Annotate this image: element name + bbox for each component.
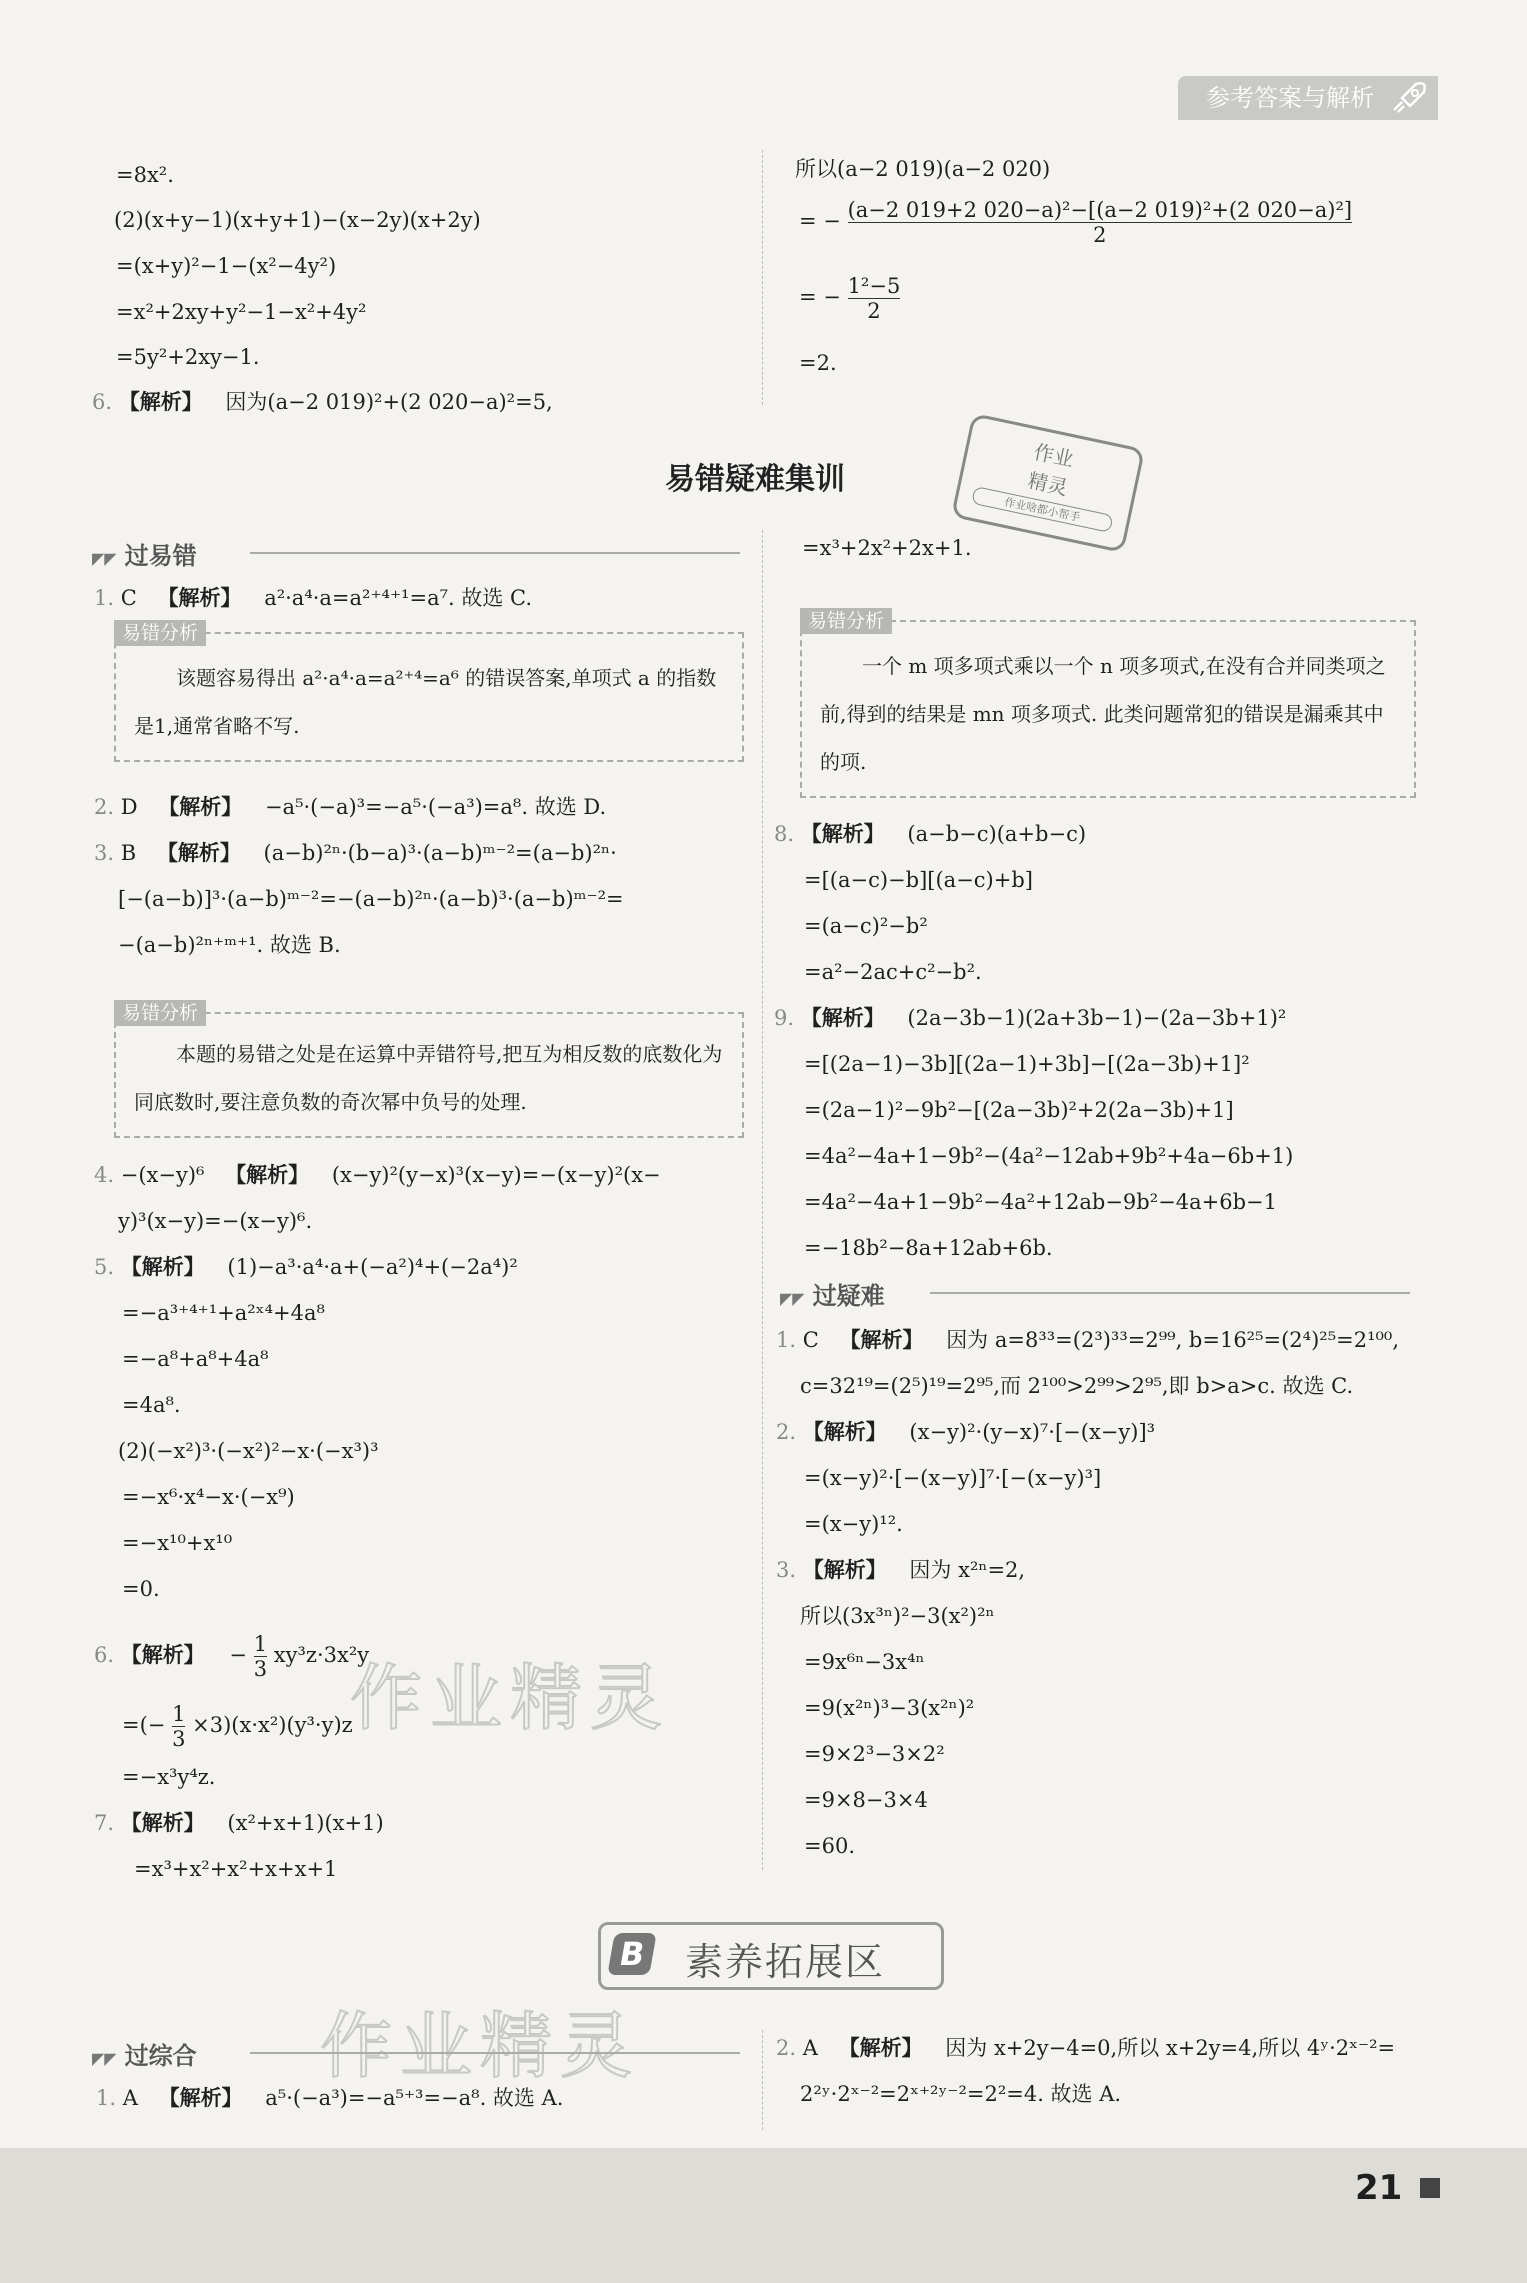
math-line: =4a²−4a+1−9b²−(4a²−12ab+9b²+4a−6b+1) — [804, 1144, 1294, 1168]
q3-line: 3. B 【解析】 (a−b)²ⁿ·(b−a)³·(a−b)ᵐ⁻²=(a−b)²ⁿ· — [94, 841, 617, 865]
math-line: c=32¹⁹=(2⁵)¹⁹=2⁹⁵,而 2¹⁰⁰>2⁹⁹>2⁹⁵,即 b>a>c. 故选 C. — [800, 1374, 1354, 1398]
box-tag: 易错分析 — [800, 608, 892, 634]
math-line: −(a−b)²ⁿ⁺ᵐ⁺¹. 故选 B. — [118, 933, 341, 957]
math-line: =4a²−4a+1−9b²−4a²+12ab−9b²−4a+6b−1 — [804, 1190, 1277, 1214]
math-line: =x³+2x²+2x+1. — [802, 536, 972, 560]
bottom-q2-line: 2. A 【解析】 因为 x+2y−4=0,所以 x+2y=4,所以 4ʸ·2ˣ⁻²= — [776, 2036, 1396, 2060]
math-line: (2)(−x²)³·(−x²)²−x·(−x³)³ — [118, 1439, 379, 1463]
math-line: y)³(x−y)=−(x−y)⁶. — [118, 1209, 313, 1233]
stamp-line: 精灵 — [1025, 468, 1070, 500]
math-line: =[(a−c)−b][(a−c)+b] — [804, 868, 1033, 892]
fraction: $\frac{\text{(a−2 019+2 020−a)²−[(a−2 019)²+(2 020−a)²]}}{2}$ — [847, 198, 1353, 247]
h3-line: 3. 【解析】 因为 x²ⁿ=2, — [776, 1558, 1026, 1582]
subhead-guo-yi-nan: ◤◤ 过疑难 — [780, 1282, 885, 1310]
page-footer — [0, 2148, 1527, 2283]
page-marker-square — [1420, 2178, 1440, 2198]
math-line: =x³+x²+x²+x+x+1 — [134, 1857, 338, 1881]
box-tag: 易错分析 — [114, 1000, 206, 1026]
math-line: =9×2³−3×2² — [804, 1742, 945, 1766]
math-line: =8x². — [116, 163, 174, 187]
header-tab-label: 参考答案与解析 — [1206, 84, 1374, 112]
bottom-q1-line: 1. A 【解析】 a⁵·(−a³)=−a⁵⁺³=−a⁸. 故选 A. — [96, 2086, 564, 2110]
math-line: =[(2a−1)−3b][(2a−1)+3b]−[(2a−3b)+1]² — [804, 1052, 1250, 1076]
column-divider-mid — [762, 530, 763, 1870]
fraction: $\frac{1}{3}$ — [253, 1632, 268, 1681]
error-analysis-box-3 — [800, 610, 1416, 798]
box-text: 一个 m 项多项式乘以一个 n 项多项式,在没有合并同类项之前,得到的结果是 mn 项多项式. 此类问题常犯的错误是漏乘其中的项. — [820, 654, 1386, 774]
math-line: =2. — [799, 351, 837, 375]
math-line: =−18b²−8a+12ab+6b. — [804, 1236, 1053, 1260]
subhead-guo-yi-cuo: ◤◤ 过易错 — [92, 542, 197, 570]
section-title: 易错疑难集训 — [665, 462, 845, 497]
math-line: =0. — [122, 1577, 160, 1601]
fraction-line-1: = − $\frac{\text{(a−2 019+2 020−a)²−[(a−2 019)²+(2 020−a)²]}}{2}$ — [799, 198, 1353, 247]
fraction: $\frac{\text{1²−5}}{2}$ — [847, 274, 901, 323]
section-banner — [598, 1922, 944, 1990]
math-line: =(x−y)²·[−(x−y)]⁷·[−(x−y)³] — [804, 1466, 1102, 1490]
subhead-guo-zong-he: ◤◤ 过综合 — [92, 2042, 197, 2070]
math-line: =9×8−3×4 — [804, 1788, 928, 1812]
q2-line: 2. D 【解析】 −a⁵·(−a)³=−a⁵·(−a³)=a⁸. 故选 D. — [94, 795, 607, 819]
subhead-rule — [930, 1292, 1410, 1294]
math-line: =9(x²ⁿ)³−3(x²ⁿ)² — [804, 1696, 975, 1720]
q9-line: 9. 【解析】 (2a−3b−1)(2a+3b−1)−(2a−3b+1)² — [774, 1006, 1287, 1030]
math-line: 2²ʸ·2ˣ⁻²=2ˣ⁺²ʸ⁻²=2²=4. 故选 A. — [800, 2082, 1122, 2106]
math-line: =(x−y)¹². — [804, 1512, 903, 1536]
h1-line: 1. C 【解析】 因为 a=8³³=(2³)³³=2⁹⁹, b=16²⁵=(2⁴)²⁵=2¹⁰⁰, — [776, 1328, 1399, 1352]
box-text: 该题容易得出 a²·a⁴·a=a²⁺⁴=a⁶ 的错误答案,单项式 a 的指数是1,通常省略不写. — [134, 666, 717, 738]
stamp-line: 作业 — [1031, 439, 1076, 472]
q6-line-2: =(− $\frac{1}{3}$ ×3)(x·x²)(y³·y)z — [122, 1702, 353, 1751]
q4-line: 4. −(x−y)⁶ 【解析】 (x−y)²(y−x)³(x−y)=−(x−y)²(x− — [94, 1163, 661, 1187]
rocket-icon — [1388, 80, 1428, 116]
math-line: =−x³y⁴z. — [122, 1765, 216, 1789]
math-line: =(x+y)²−1−(x²−4y²) — [116, 254, 337, 278]
subhead-rule — [250, 2052, 740, 2054]
watermark: 作业精灵 — [350, 1656, 671, 1740]
subhead-rule — [250, 552, 740, 554]
math-line: (2)(x+y−1)(x+y+1)−(x−2y)(x+2y) — [114, 208, 481, 232]
analysis-tag: 【解析】 — [118, 390, 203, 414]
math-line: =−x¹⁰+x¹⁰ — [122, 1531, 233, 1555]
q6-line: 6. 【解析】 − $\frac{1}{3}$ xy³z·3x²y — [94, 1632, 370, 1681]
error-analysis-box-2 — [114, 1002, 744, 1138]
section-badge: B — [607, 1933, 656, 1975]
math-line: =−x⁶·x⁴−x·(−x⁹) — [122, 1485, 295, 1509]
box-text: 本题的易错之处是在运算中弄错符号,把互为相反数的底数化为同底数时,要注意负数的奇次幂中负号的处理. — [134, 1042, 723, 1114]
math-line: =(a−c)²−b² — [804, 914, 928, 938]
column-divider-top — [762, 150, 763, 405]
math-line: =−a⁸+a⁸+4a⁸ — [122, 1347, 269, 1371]
q5-line: 5. 【解析】 (1)−a³·a⁴·a+(−a²)⁴+(−2a⁴)² — [94, 1255, 518, 1279]
q7-line: 7. 【解析】 (x²+x+1)(x+1) — [94, 1811, 384, 1835]
section-banner-title: 素养拓展区 — [685, 1940, 886, 1984]
error-analysis-box-1 — [114, 622, 744, 762]
stamp-line: 作业啥都小帮手 — [971, 486, 1114, 533]
math-line: =60. — [804, 1834, 855, 1858]
math-line: =x²+2xy+y²−1−x²+4y² — [116, 300, 367, 324]
fraction-line-2: = − $\frac{\text{1²−5}}{2}$ — [799, 274, 901, 323]
math-line: [−(a−b)]³·(a−b)ᵐ⁻²=−(a−b)²ⁿ·(a−b)³·(a−b)ᵐ⁻²= — [118, 887, 624, 911]
answer-text: 因为(a−2 019)²+(2 020−a)²=5, — [225, 390, 553, 414]
box-tag: 易错分析 — [114, 620, 206, 646]
math-line: =9x⁶ⁿ−3x⁴ⁿ — [804, 1650, 925, 1674]
fraction: $\frac{1}{3}$ — [172, 1702, 186, 1751]
stamp-logo — [951, 413, 1145, 553]
math-line: =5y²+2xy−1. — [116, 345, 260, 369]
q1-line: 1. C 【解析】 a²·a⁴·a=a²⁺⁴⁺¹=a⁷. 故选 C. — [94, 586, 533, 610]
h2-line: 2. 【解析】 (x−y)²·(y−x)⁷·[−(x−y)]³ — [776, 1420, 1156, 1444]
q8-line: 8. 【解析】 (a−b−c)(a+b−c) — [774, 822, 1087, 846]
question-number: 6. — [92, 390, 113, 414]
header-tab — [1178, 76, 1438, 120]
math-line: 所以(3x³ⁿ)²−3(x²)²ⁿ — [800, 1604, 995, 1628]
math-line: =4a⁸. — [122, 1393, 181, 1417]
math-line: =−a³⁺⁴⁺¹+a²ˣ⁴+4a⁸ — [122, 1301, 325, 1325]
math-line: =a²−2ac+c²−b². — [804, 960, 982, 984]
math-line: =(2a−1)²−9b²−[(2a−3b)²+2(2a−3b)+1] — [804, 1098, 1234, 1122]
column-divider-bottom — [762, 2030, 763, 2130]
page-number: 21 — [1355, 2168, 1403, 2208]
math-line: 所以(a−2 019)(a−2 020) — [795, 157, 1051, 181]
watermark: 作业精灵 — [320, 2004, 641, 2088]
